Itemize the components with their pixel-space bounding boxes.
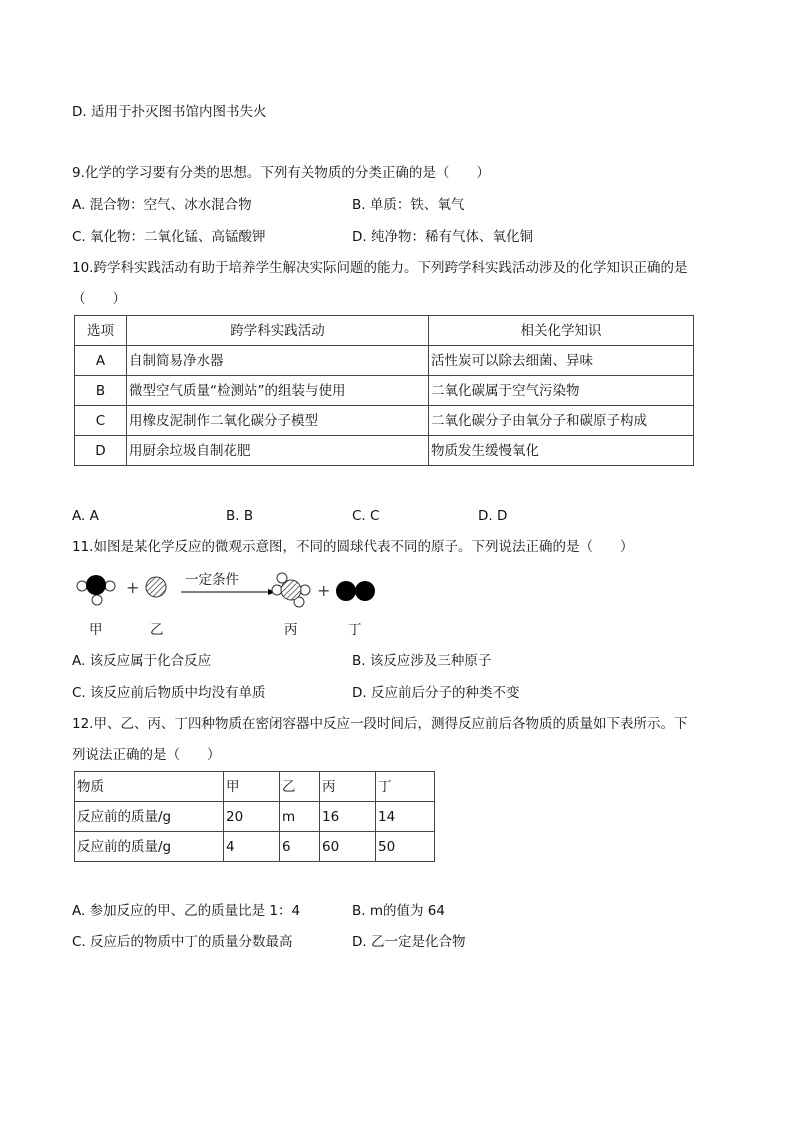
table-cell: 14 bbox=[376, 802, 435, 832]
q10-stem: 10.跨学科实践活动有助于培养学生解决实际问题的能力。下列跨学科实践活动涉及的化学知识正确的是 bbox=[72, 260, 688, 276]
table-row bbox=[75, 406, 694, 436]
q12-option-d: D. 乙一定是化合物 bbox=[352, 934, 466, 950]
table-cell: D bbox=[75, 436, 127, 466]
q11-stem: 11.如图是某化学反应的微观示意图，不同的圆球代表不同的原子。下列说法正确的是（ ） bbox=[72, 539, 634, 555]
table-cell: C bbox=[75, 406, 127, 436]
q11-option-a: A. 该反应属于化合反应 bbox=[72, 653, 212, 669]
table-cell: 反应前的质量/g bbox=[75, 832, 224, 862]
molecule-jia bbox=[77, 575, 115, 605]
q10-option-a: A. A bbox=[72, 508, 99, 524]
table-row bbox=[75, 436, 694, 466]
table-cell: 物质发生缓慢氧化 bbox=[429, 436, 694, 466]
q12-table bbox=[74, 771, 435, 862]
q11-option-b: B. 该反应涉及三种原子 bbox=[352, 653, 492, 669]
reaction-condition-label: 一定条件 bbox=[185, 572, 239, 588]
table-cell: 反应前的质量/g bbox=[75, 802, 224, 832]
header-cell: 选项 bbox=[75, 316, 127, 346]
label-jia: 甲 bbox=[89, 622, 103, 638]
table-cell: 微型空气质量“检测站”的组装与使用 bbox=[127, 376, 429, 406]
table-cell: 4 bbox=[224, 832, 280, 862]
table-row bbox=[75, 376, 694, 406]
q9-option-c: C. 氧化物：二氧化锰、高锰酸钾 bbox=[72, 229, 266, 245]
header-cell: 相关化学知识 bbox=[429, 316, 694, 346]
q9-option-b: B. 单质：铁、氧气 bbox=[352, 197, 465, 213]
label-bing: 丙 bbox=[284, 622, 298, 638]
q12-option-a: A. 参加反应的甲、乙的质量比是 1：4 bbox=[72, 903, 301, 919]
table-cell: 16 bbox=[320, 802, 376, 832]
table-cell: m bbox=[280, 802, 320, 832]
header-cell: 乙 bbox=[280, 772, 320, 802]
table-cell: 用橡皮泥制作二氧化碳分子模型 bbox=[127, 406, 429, 436]
q9-stem: 9.化学的学习要有分类的思想。下列有关物质的分类正确的是（ ） bbox=[72, 165, 490, 181]
plus-sign: + bbox=[317, 581, 331, 600]
q10-option-b: B. B bbox=[226, 508, 254, 524]
q10-table bbox=[74, 315, 694, 466]
reaction-diagram bbox=[70, 566, 390, 646]
header-cell: 物质 bbox=[75, 772, 224, 802]
q10-stem-bracket: （ ） bbox=[72, 291, 126, 307]
q11-option-d: D. 反应前后分子的种类不变 bbox=[352, 685, 520, 701]
table-cell: 60 bbox=[320, 832, 376, 862]
q9-option-d: D. 纯净物：稀有气体、氧化铜 bbox=[352, 229, 533, 245]
table-cell: 活性炭可以除去细菌、异味 bbox=[429, 346, 694, 376]
molecule-ding bbox=[336, 581, 375, 601]
label-ding: 丁 bbox=[348, 622, 362, 638]
q11-option-c: C. 该反应前后物质中均没有单质 bbox=[72, 685, 266, 701]
header-cell: 甲 bbox=[224, 772, 280, 802]
table-cell: 用厨余垃圾自制花肥 bbox=[127, 436, 429, 466]
table-cell: 二氧化碳属于空气污染物 bbox=[429, 376, 694, 406]
table-cell: A bbox=[75, 346, 127, 376]
q12-option-b: B. m的值为 64 bbox=[352, 903, 445, 919]
table-cell: B bbox=[75, 376, 127, 406]
header-cell: 丙 bbox=[320, 772, 376, 802]
header-cell: 丁 bbox=[376, 772, 435, 802]
table-row bbox=[75, 802, 435, 832]
molecule-yi bbox=[146, 577, 166, 597]
table-header-row bbox=[75, 772, 435, 802]
plus-sign: + bbox=[126, 578, 140, 597]
q10-option-c: C. C bbox=[352, 508, 380, 524]
q12-option-c: C. 反应后的物质中丁的质量分数最高 bbox=[72, 934, 293, 950]
table-row bbox=[75, 832, 435, 862]
q9-option-a: A. 混合物：空气、冰水混合物 bbox=[72, 197, 252, 213]
table-cell: 二氧化碳分子由氧分子和碳原子构成 bbox=[429, 406, 694, 436]
table-cell: 20 bbox=[224, 802, 280, 832]
header-cell: 跨学科实践活动 bbox=[127, 316, 429, 346]
q8-option-d: D. 适用于扑灭图书馆内图书失火 bbox=[72, 104, 267, 120]
table-header-row bbox=[75, 316, 694, 346]
label-yi: 乙 bbox=[150, 622, 164, 638]
table-cell: 自制简易净水器 bbox=[127, 346, 429, 376]
q10-option-d: D. D bbox=[478, 508, 508, 524]
table-cell: 50 bbox=[376, 832, 435, 862]
q12-stem: 12.甲、乙、丙、丁四种物质在密闭容器中反应一段时间后，测得反应前后各物质的质量如下表所示。下 bbox=[72, 716, 688, 732]
table-row bbox=[75, 346, 694, 376]
table-cell: 6 bbox=[280, 832, 320, 862]
q12-stem-line2: 列说法正确的是（ ） bbox=[72, 747, 221, 763]
molecule-bing bbox=[272, 573, 310, 607]
